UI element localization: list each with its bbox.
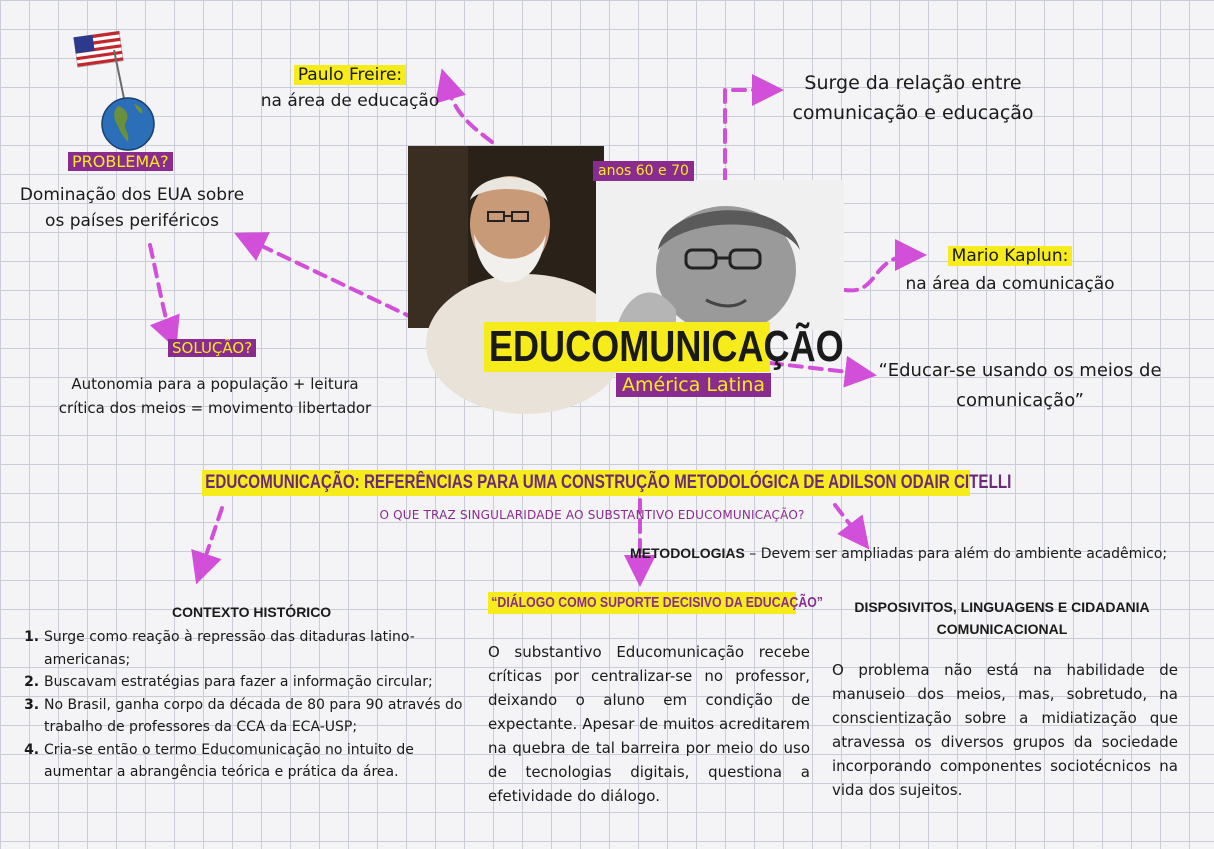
solution-line2: crítica dos meios = movimento libertador [58, 399, 372, 417]
problem-text [12, 182, 252, 234]
origin-line2: comunicação e educação [792, 102, 1034, 124]
quote-line1: “Educar-se usando os meios de [878, 360, 1162, 381]
arrow-to-methodologies [835, 505, 862, 540]
devices-heading [832, 596, 1172, 640]
globe-icon [100, 96, 156, 152]
solution-line1: Autonomia para a população + leitura [71, 375, 359, 393]
reference-title: EDUCOMUNICAÇÃO: REFERÊNCIAS PARA UMA CONSTRUÇÃO METODOLÓGICA DE ADILSON ODAIR CITELLI [205, 472, 1012, 493]
dialogue-heading: “DIÁLOGO COMO SUPORTE DECISIVO DA EDUCAÇÃO” [491, 594, 823, 611]
context-list [20, 626, 474, 784]
methodologies-text: – Devem ser ampliadas para além do ambiente acadêmico; [744, 546, 1168, 562]
devices-heading-line2: COMUNICACIONAL [936, 621, 1068, 637]
devices-text: O problema não está na habilidade de manuseio dos meios, mas, sobretudo, na conscientização sobre a midiatização que atravessa os diversos grupos da sociedade incorporando componentes sociotécnicos na vida dos sujeitos. [832, 661, 1178, 799]
decades-tag [593, 160, 694, 179]
methodologies-line [630, 545, 1167, 562]
arrow-to-freire [445, 80, 492, 142]
reference-question: O QUE TRAZ SINGULARIDADE AO SUBSTANTIVO EDUCOMUNICAÇÃO? [379, 508, 805, 522]
origin-block [778, 68, 1048, 128]
context-item: 3. No Brasil, ganha corpo da década de 80 para 90 através do trabalho de professores da CCA da ECA-USP; [44, 694, 474, 739]
arrow-to-context [200, 508, 222, 573]
region-tag [616, 374, 771, 396]
solution-label [168, 338, 256, 357]
main-title: EDUCOMUNICAÇÃO [488, 322, 844, 371]
arrow-problem-to-solution [150, 245, 172, 338]
main-title-box [484, 322, 844, 372]
decades-text: anos 60 e 70 [593, 161, 694, 181]
methodologies-label: METODOLOGIAS [630, 545, 745, 561]
problem-label-text: PROBLEMA? [68, 152, 173, 171]
dialogue-heading-box [488, 592, 823, 614]
solution-text [30, 372, 400, 420]
devices-heading-line1: DISPOSIVITOS, LINGUAGENS E CIDADANIA [854, 599, 1150, 615]
quote-line2: comunicação” [956, 390, 1084, 411]
origin-line1: Surge da relação entre [804, 72, 1022, 94]
context-item: 2. Buscavam estratégias para fazer a informação circular; [44, 671, 474, 694]
reference-title-box [202, 470, 1012, 496]
freire-name: Paulo Freire: [294, 65, 406, 85]
quote-block [860, 356, 1180, 416]
freire-block [250, 62, 450, 114]
solution-label-text: SOLUÇÃO? [168, 339, 256, 357]
problem-line1: Dominação dos EUA sobre [19, 185, 245, 205]
context-item: 1. Surge como reação à repressão das ditaduras latino-americanas; [44, 626, 474, 671]
kaplun-block [880, 242, 1140, 298]
region-text: América Latina [616, 373, 771, 397]
paulo-freire-photo [408, 146, 604, 328]
context-item: 4. Cria-se então o termo Educomunicação no intuito de aumentar a abrangência teórica e prática da área. [44, 739, 474, 784]
kaplun-area: na área da comunicação [905, 274, 1115, 294]
problem-label [68, 152, 173, 171]
context-heading-text: CONTEXTO HISTÓRICO [172, 604, 332, 620]
mario-kaplun-photo [596, 180, 844, 330]
freire-area: na área de educação [260, 91, 440, 111]
context-heading [172, 602, 331, 621]
dialogue-text: O substantivo Educomunicação recebe críticas por centralizar-se no professor, deixando o aluno em condição de expectante. Apesar de muitos acreditarem na quebra de tal barreira por meio do uso de tecnologias digitais, questiona a efetividade do diálogo. [488, 643, 810, 805]
problem-line2: os países periféricos [45, 211, 219, 231]
kaplun-name: Mario Kaplun: [948, 246, 1073, 266]
